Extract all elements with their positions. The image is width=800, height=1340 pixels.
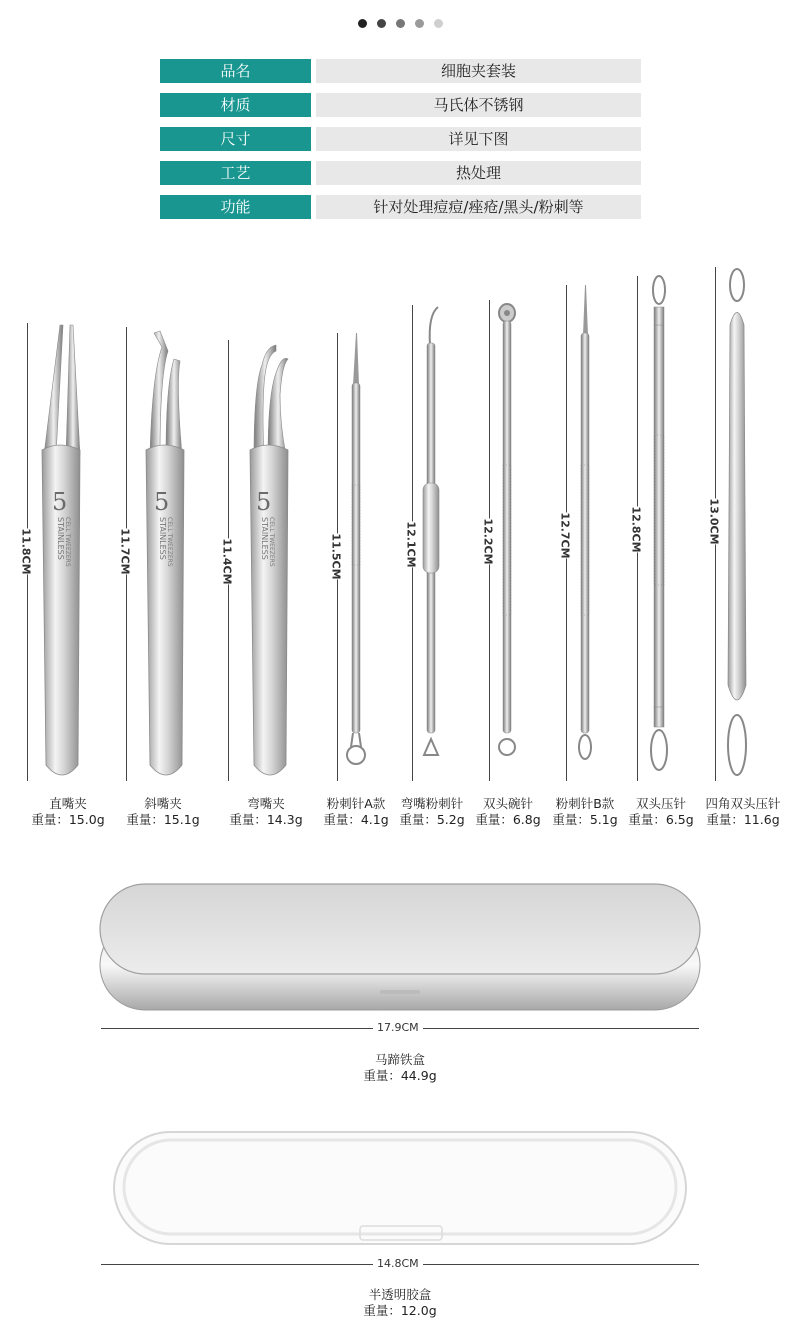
spec-label: 功能 (160, 195, 311, 219)
spec-label: 工艺 (160, 161, 311, 185)
carousel-dot[interactable] (377, 19, 386, 28)
box-name: 半透明胶盒 (368, 1287, 432, 1302)
dimension-label: 17.9CM (373, 1021, 423, 1034)
tweezer-number: 5 (52, 488, 68, 516)
tool-caption (113, 796, 213, 828)
tool-name: 斜嘴夹 (144, 796, 182, 811)
dimension-label: 11.7CM (118, 528, 132, 575)
dimension-label: 12.8CM (629, 506, 643, 553)
tool-caption (547, 796, 623, 828)
tweezer-text: STAINLESS (158, 517, 167, 560)
tool-name: 四角双头压针 (705, 796, 781, 811)
tweezer-slant (146, 331, 184, 775)
spec-value: 细胞夹套装 (316, 59, 641, 83)
tool-weight: 重量：15.1g (126, 812, 200, 827)
box-caption (0, 1052, 800, 1084)
dimension-label: 12.7CM (558, 512, 572, 559)
carousel-dot[interactable] (358, 19, 367, 28)
tool-caption (18, 796, 118, 828)
tweezer-text: CELL TWEEZERS (64, 517, 71, 567)
tool-weight: 重量：6.5g (628, 812, 694, 827)
spec-value: 热处理 (316, 161, 641, 185)
needle-bowl (499, 304, 515, 755)
dimension-label: 11.8CM (19, 528, 33, 575)
tool-weight: 重量：6.8g (475, 812, 541, 827)
tool-weight: 重量：14.3g (229, 812, 303, 827)
needle-b (579, 285, 591, 759)
tool-weight: 重量：4.1g (323, 812, 389, 827)
box-weight: 重量：12.0g (363, 1303, 437, 1318)
tool-name: 双头碗针 (482, 796, 533, 811)
tool-name: 粉刺针A款 (326, 796, 386, 811)
dimension-label: 11.4CM (220, 538, 234, 585)
spec-label: 尺寸 (160, 127, 311, 151)
dimension-label: 13.0CM (707, 498, 721, 545)
tool-caption (470, 796, 546, 828)
spec-value: 马氏体不锈钢 (316, 93, 641, 117)
tools-illustration (0, 255, 800, 795)
tweezer-straight (42, 325, 80, 775)
tool-caption (394, 796, 470, 828)
tool-weight: 重量：5.1g (552, 812, 618, 827)
metal-tin-box (96, 880, 704, 1015)
needle-a (347, 333, 365, 764)
carousel-dot[interactable] (434, 19, 443, 28)
tool-weight: 重量：11.6g (706, 812, 780, 827)
tool-name: 粉刺针B款 (555, 796, 615, 811)
spec-label: 品名 (160, 59, 311, 83)
tool-caption (318, 796, 394, 828)
carousel-dot[interactable] (415, 19, 424, 28)
tweezer-text: STAINLESS (56, 517, 65, 560)
tool-weight: 重量：15.0g (31, 812, 105, 827)
tool-caption (623, 796, 699, 828)
tweezer-number: 5 (256, 488, 272, 516)
tweezer-text: CELL TWEEZERS (268, 517, 275, 567)
plastic-box (110, 1128, 690, 1250)
box-caption (0, 1287, 800, 1319)
tweezer-number: 5 (154, 488, 170, 516)
tool-name: 弯嘴粉刺针 (400, 796, 464, 811)
dimension-label: 12.2CM (481, 518, 495, 565)
carousel-dot[interactable] (396, 19, 405, 28)
tweezer-text: CELL TWEEZERS (166, 517, 173, 567)
dimension-label: 14.8CM (373, 1257, 423, 1270)
spec-label: 材质 (160, 93, 311, 117)
dimension-label: 12.1CM (404, 521, 418, 568)
tweezer-text: STAINLESS (260, 517, 269, 560)
box-name: 马蹄铁盒 (374, 1052, 425, 1067)
spec-value: 详见下图 (316, 127, 641, 151)
needle-bent (423, 307, 439, 755)
loop-double (651, 276, 667, 770)
spec-value: 针对处理痘痘/痤疮/黑头/粉刺等 (316, 195, 641, 219)
loop-wide (728, 269, 746, 775)
tool-name: 弯嘴夹 (247, 796, 285, 811)
tool-caption (216, 796, 316, 828)
tool-caption (697, 796, 789, 828)
tool-name: 双头压针 (635, 796, 686, 811)
tool-weight: 重量：5.2g (399, 812, 465, 827)
box-weight: 重量：44.9g (363, 1068, 437, 1083)
tweezer-curved (250, 345, 288, 775)
tool-name: 直嘴夹 (49, 796, 87, 811)
dimension-label: 11.5CM (329, 533, 343, 580)
